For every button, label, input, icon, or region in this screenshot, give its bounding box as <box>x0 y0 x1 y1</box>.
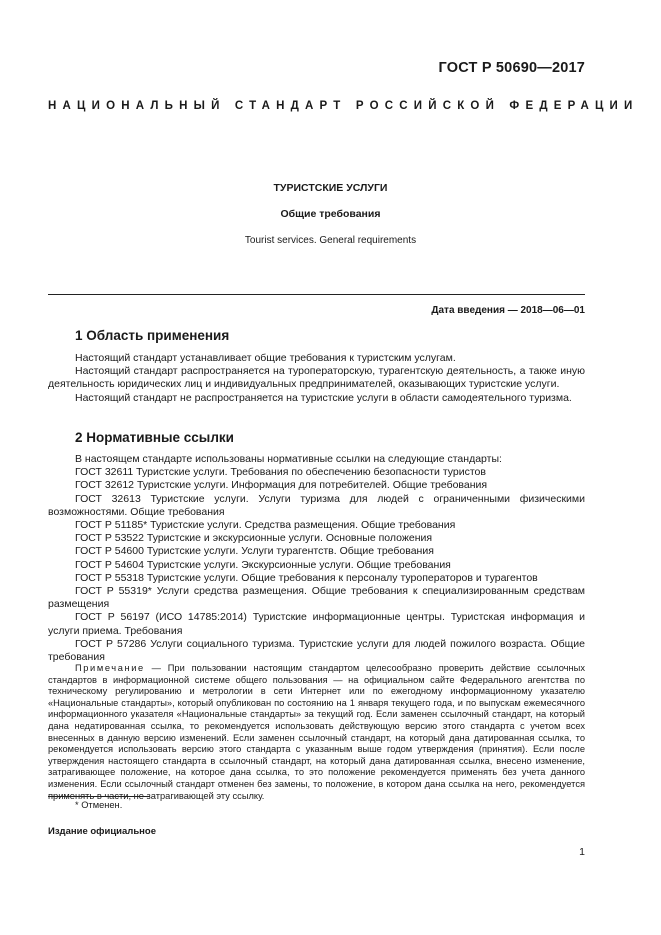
footnote: * Отменен. <box>75 800 123 810</box>
footnote-divider <box>48 796 150 797</box>
effective-date: Дата введения — 2018—06—01 <box>431 305 585 316</box>
reference-item: ГОСТ Р 54600 Туристские услуги. Услуги турагентств. Общие требования <box>75 545 434 558</box>
section-1-paragraph: Настоящий стандарт распространяется на туроператорскую, турагентскую деятельность, а также иную деятельность юридических лиц и индивидуальных предпринимателей, оказывающих туристские услуги. <box>48 365 585 391</box>
reference-item: ГОСТ Р 54604 Туристские услуги. Экскурсионные услуги. Общие требования <box>75 558 451 571</box>
references-intro: В настоящем стандарте использованы нормативные ссылки на следующие стандарты: <box>75 453 502 465</box>
section-1-heading: 1 Область применения <box>75 328 230 343</box>
note <box>48 663 585 802</box>
document-title: ТУРИСТСКИЕ УСЛУГИ <box>273 182 388 194</box>
reference-item: ГОСТ Р 51185* Туристские услуги. Средства размещения. Общие требования <box>75 519 456 532</box>
reference-item: ГОСТ Р 57286 Услуги социального туризма. Туристские услуги для людей пожилого возраста. Общие требования <box>48 637 585 664</box>
english-title: Tourist services. General requirements <box>244 235 417 246</box>
section-1-body <box>48 352 585 405</box>
document-number: ГОСТ Р 50690—2017 <box>438 60 585 76</box>
reference-item: ГОСТ 32613 Туристские услуги. Услуги туризма для людей с ограниченными физическими возможностями. Общие требования <box>48 492 585 518</box>
section-1-paragraph: Настоящий стандарт не распространяется на туристские услуги в области самодеятельного туризма. <box>75 391 572 404</box>
title-divider <box>48 294 585 295</box>
national-standard-heading: НАЦИОНАЛЬНЫЙ СТАНДАРТ РОССИЙСКОЙ ФЕДЕРАЦИИ <box>48 100 639 112</box>
note-text: — При пользовании настоящим стандартом целесообразно проверить действие ссылочных стандартов в информационной системе общего пользования — на официальном сайте Федерального агентства по техническому регулированию и метрологии в сети Интернет или по ежегодному информационному указателю «Национальные стандарты», который опубликован по состоянию на 1 января текущего года, и по выпускам ежемесячного информационного указателя «Национальные стандарты» за текущий год. Если заменен ссылочный стандарт, на который дана недатированная ссылка, то рекомендуется использовать действующую версию этого стандарта с учетом всех внесенных в данную версию изменений. Если заменен ссылочный стандарт, на который дана датированная ссылка, то рекомендуется использовать версию этого стандарта с указанным выше годом утверждения (принятия). Если после утверждения настоящего стандарта в ссылочный стандарт, на который дана датированная ссылка, внесено изменение, затрагивающее положение, на которое дана ссылка, то это положение рекомендуется применять без учета данного изменения. Если ссылочный стандарт отменен без замены, то положение, в котором дана ссылка на него, рекомендуется применять в части, не затрагивающей эту ссылку. <box>48 663 585 801</box>
references-list <box>48 453 585 664</box>
reference-item: ГОСТ 32611 Туристские услуги. Требования по обеспечению безопасности туристов <box>75 466 486 479</box>
reference-item: ГОСТ Р 56197 (ИСО 14785:2014) Туристские информационные центры. Туристская информация и услуги приема. Требования <box>48 611 585 637</box>
reference-item: ГОСТ Р 53522 Туристские и экскурсионные услуги. Основные положения <box>75 532 433 545</box>
edition-label: Издание официальное <box>48 826 156 837</box>
document-subtitle: Общие требования <box>280 208 381 220</box>
reference-item: ГОСТ 32612 Туристские услуги. Информация для потребителей. Общие требования <box>75 479 488 492</box>
reference-item: ГОСТ Р 55318 Туристские услуги. Общие требования к персоналу туроператоров и турагентов <box>75 571 538 584</box>
page-number: 1 <box>579 846 585 858</box>
note-label: Примечание <box>75 663 145 673</box>
section-1-paragraph: Настоящий стандарт устанавливает общие требования к туристским услугам. <box>75 352 456 364</box>
section-2-heading: 2 Нормативные ссылки <box>75 430 234 445</box>
reference-item: ГОСТ Р 55319* Услуги средства размещения. Общие требования к специализированным средствам размещения <box>48 585 585 611</box>
